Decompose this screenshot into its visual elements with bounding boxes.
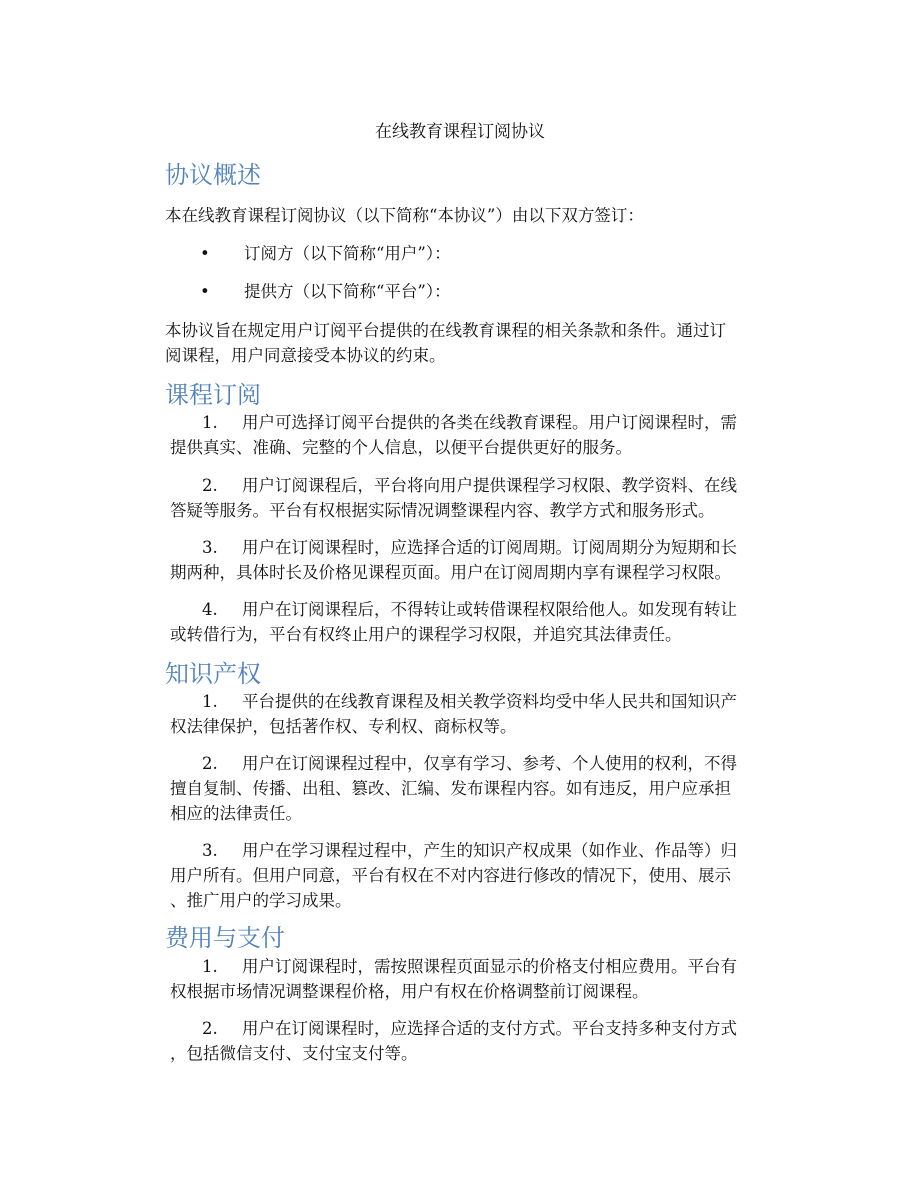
clause-text: 或转借行为，平台有权终止用户的课程学习权限，并追究其法律责任。 xyxy=(170,625,682,644)
bullet-icon: • xyxy=(200,282,210,301)
overview-intro: 本在线教育课程订阅协议（以下简称“本协议”）由以下双方签订： xyxy=(165,206,644,225)
section-ip xyxy=(165,659,790,689)
clause-number: 3. xyxy=(202,841,218,860)
clause-item xyxy=(170,954,786,1004)
clause-number: 2. xyxy=(202,476,218,495)
clause-text: 用户可选择订阅平台提供的各类在线教育课程。用户订阅课程时，需 xyxy=(242,413,737,432)
clause-number: 4. xyxy=(202,600,218,619)
bullet-text: 订阅方（以下简称“用户”）： xyxy=(244,244,451,263)
heading-subscription: 课程订阅 xyxy=(165,381,261,409)
clause-text: 、推广用户的学习成果。 xyxy=(170,891,352,910)
overview-purpose xyxy=(165,318,790,368)
clause-text: 用户在订阅课程后，不得转让或转借课程权限给他人。如发现有转让 xyxy=(242,600,737,619)
clause-item xyxy=(170,473,786,523)
clause-number: 1. xyxy=(202,692,218,711)
clause-text: 用户在订阅课程过程中，仅享有学习、参考、个人使用的权利，不得 xyxy=(242,754,737,773)
bullet-icon: • xyxy=(200,244,210,263)
section-overview xyxy=(165,160,790,190)
paragraph-line: 本协议旨在规定用户订阅平台提供的在线教育课程的相关条款和条件。通过订 xyxy=(165,321,726,340)
heading-ip: 知识产权 xyxy=(165,660,261,688)
bullet-item xyxy=(200,241,451,266)
clause-number: 2. xyxy=(202,1019,218,1038)
clause-item xyxy=(170,689,786,739)
heading-overview: 协议概述 xyxy=(165,161,261,189)
clause-item xyxy=(170,535,786,585)
clause-text: 用户在学习课程过程中，产生的知识产权成果（如作业、作品等）归 xyxy=(242,841,737,860)
clause-text: 用户在订阅课程时，应选择合适的订阅周期。订阅周期分为短期和长 xyxy=(242,538,737,557)
clause-item xyxy=(170,838,786,913)
clause-number: 1. xyxy=(202,413,218,432)
clause-text: 期两种，具体时长及价格见课程页面。用户在订阅周期内享有课程学习权限。 xyxy=(170,563,731,582)
clause-item xyxy=(170,751,786,826)
clause-number: 2. xyxy=(202,754,218,773)
clause-item xyxy=(170,410,786,460)
clause-number: 1. xyxy=(202,957,218,976)
clause-text: 相应的法律责任。 xyxy=(170,804,302,823)
clause-text: 用户所有。但用户同意，平台有权在不对内容进行修改的情况下，使用、展示 xyxy=(170,866,731,885)
clause-text: 平台提供的在线教育课程及相关教学资料均受中华人民共和国知识产 xyxy=(242,692,737,711)
heading-payment: 费用与支付 xyxy=(165,924,285,952)
clause-text: 用户在订阅课程时，应选择合适的支付方式。平台支持多种支付方式 xyxy=(242,1019,737,1038)
clause-item xyxy=(170,597,786,647)
clause-text: ，包括微信支付、支付宝支付等。 xyxy=(170,1044,418,1063)
clause-text: 答疑等服务。平台有权根据实际情况调整课程内容、教学方式和服务形式。 xyxy=(170,501,715,520)
bullet-item xyxy=(200,279,451,304)
bullet-text: 提供方（以下简称“平台”）： xyxy=(244,282,451,301)
paragraph-line: 阅课程，用户同意接受本协议的约束。 xyxy=(165,346,446,365)
clause-text: 用户订阅课程后，平台将向用户提供课程学习权限、教学资料、在线 xyxy=(242,476,737,495)
document-title: 在线教育课程订阅协议 xyxy=(375,122,545,142)
clause-text: 权根据市场情况调整课程价格，用户有权在价格调整前订阅课程。 xyxy=(170,982,649,1001)
clause-text: 权法律保护，包括著作权、专利权、商标权等。 xyxy=(170,717,517,736)
clause-text: 用户订阅课程时，需按照课程页面显示的价格支付相应费用。平台有 xyxy=(242,957,737,976)
clause-item xyxy=(170,1016,786,1066)
clause-number: 3. xyxy=(202,538,218,557)
section-subscription xyxy=(165,380,790,410)
section-payment xyxy=(165,923,790,953)
clause-text: 提供真实、准确、完整的个人信息，以便平台提供更好的服务。 xyxy=(170,438,632,457)
clause-text: 擅自复制、传播、出租、篡改、汇编、发布课程内容。如有违反，用户应承担 xyxy=(170,779,731,798)
